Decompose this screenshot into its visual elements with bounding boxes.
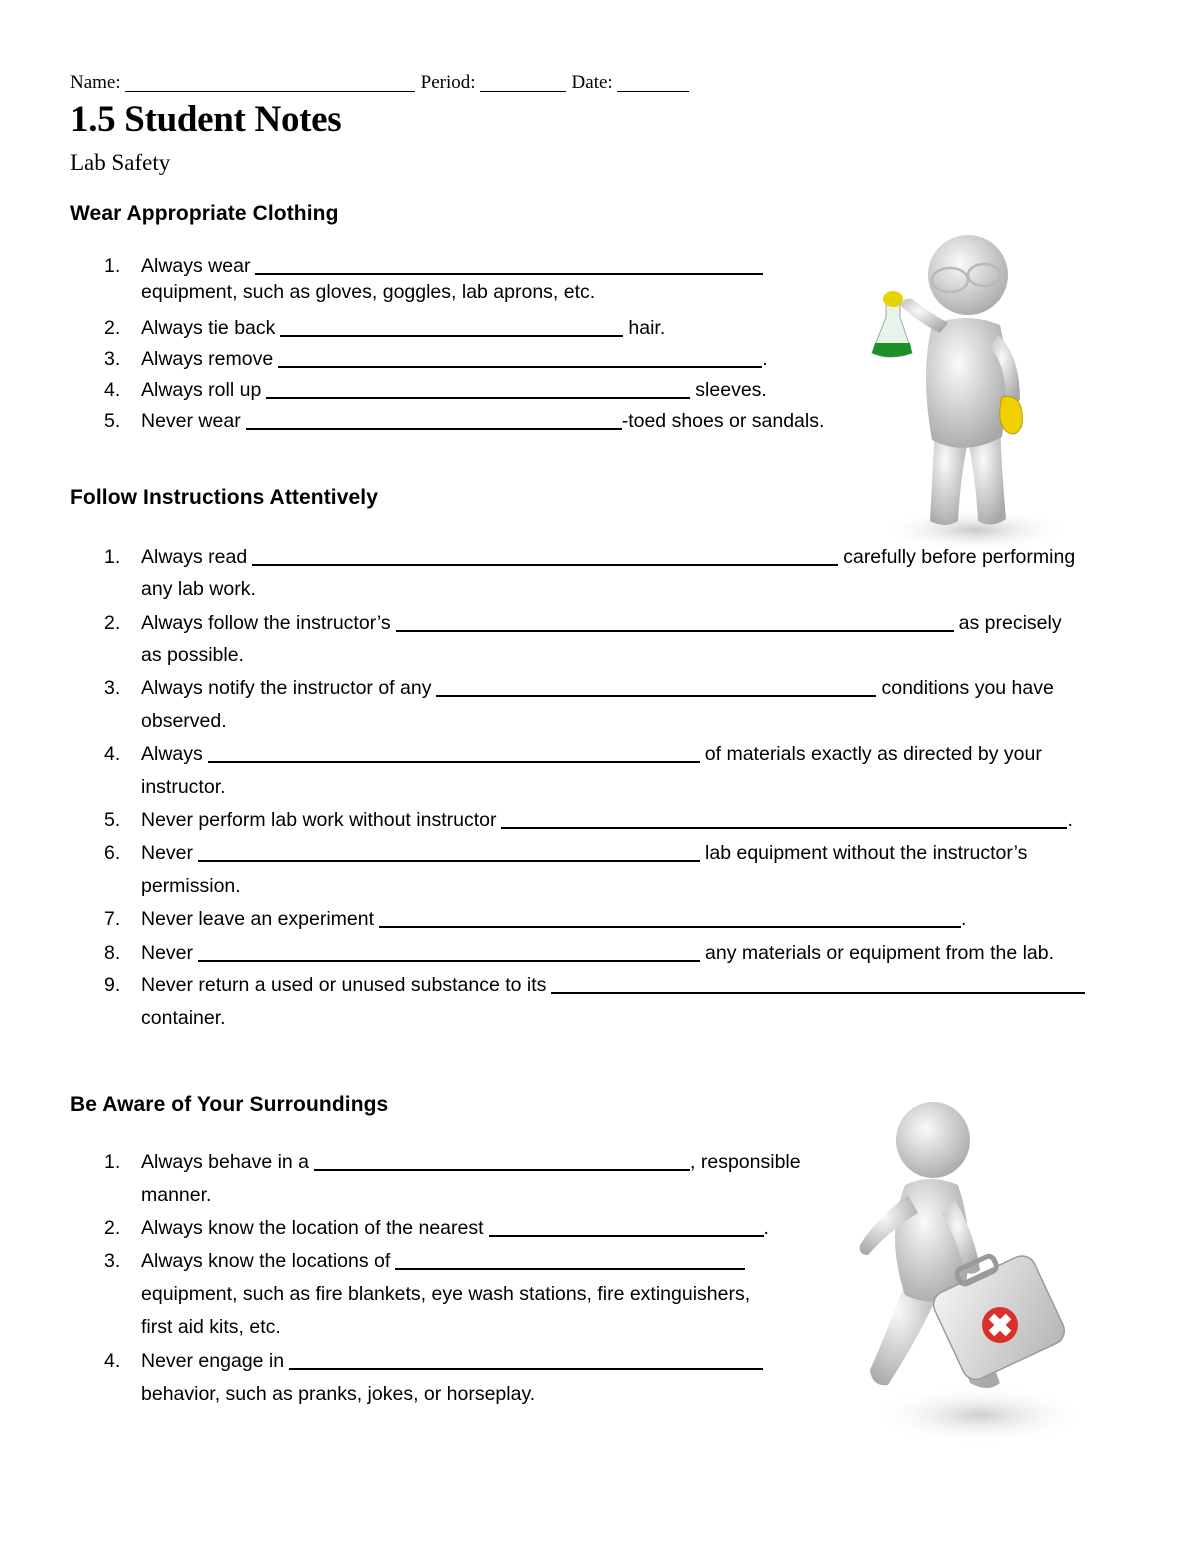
fill-in-blank[interactable]: [379, 906, 961, 928]
item-text-after: conditions you have: [881, 676, 1054, 699]
item-number: 6.: [104, 841, 121, 864]
section-heading-clothing: Wear Appropriate Clothing: [70, 202, 339, 225]
header-fields: [70, 72, 695, 94]
item-number: 4.: [104, 1349, 121, 1372]
item-text: Always tie back: [141, 316, 276, 339]
list-item: [104, 543, 1075, 601]
scientist-figure-illustration: [860, 225, 1070, 555]
list-item: [104, 345, 768, 371]
item-number: 2.: [104, 611, 121, 634]
item-number: 1.: [104, 545, 121, 568]
item-number: 5.: [104, 409, 121, 432]
section-heading-instructions: Follow Instructions Attentively: [70, 486, 379, 509]
fill-in-blank[interactable]: [198, 940, 700, 962]
list-item: [104, 252, 768, 304]
period-label: Period:: [420, 72, 476, 93]
item-continuation: container.: [141, 1006, 226, 1029]
list-item: [104, 905, 966, 931]
list-item: [104, 971, 1090, 1030]
page-title: 1.5 Student Notes: [70, 99, 342, 140]
item-continuation: observed.: [141, 709, 227, 732]
item-number: 1.: [104, 254, 121, 277]
item-text-after: any materials or equipment from the lab.: [705, 941, 1055, 964]
first-aid-figure-illustration: [830, 1095, 1090, 1455]
fill-in-blank[interactable]: [278, 346, 762, 368]
item-continuation: any lab work.: [141, 577, 256, 600]
item-number: 4.: [104, 378, 121, 401]
date-blank[interactable]: [617, 73, 689, 92]
list-item: [104, 806, 1073, 832]
name-label: Name:: [70, 72, 121, 93]
item-text-after: , responsible: [690, 1150, 801, 1173]
item-text: Never leave an experiment: [141, 907, 375, 930]
item-continuation: behavior, such as pranks, jokes, or horseplay.: [141, 1382, 536, 1405]
item-text-after: sleeves.: [695, 378, 767, 401]
item-text: Always know the locations of: [141, 1249, 391, 1272]
item-text: Never wear: [141, 409, 241, 432]
item-number: 2.: [104, 316, 121, 339]
item-text: Always read: [141, 545, 248, 568]
item-text-after: .: [1067, 808, 1073, 831]
fill-in-blank[interactable]: [396, 610, 954, 632]
item-number: 4.: [104, 742, 121, 765]
fill-in-blank[interactable]: [208, 741, 700, 763]
period-blank[interactable]: [480, 73, 566, 92]
item-text: Never: [141, 841, 194, 864]
fill-in-blank[interactable]: [252, 544, 838, 566]
item-number: 7.: [104, 907, 121, 930]
item-text-after: .: [961, 907, 967, 930]
fill-in-blank[interactable]: [501, 807, 1067, 829]
fill-in-blank[interactable]: [255, 253, 763, 275]
item-text-after: .: [763, 1216, 769, 1239]
item-text-after: as precisely: [958, 611, 1062, 634]
fill-in-blank[interactable]: [246, 408, 622, 430]
list-item: [104, 609, 1062, 667]
list-item: [104, 1214, 769, 1240]
item-text-after: -toed shoes or sandals.: [621, 409, 825, 432]
fill-in-blank[interactable]: [551, 972, 1085, 994]
item-text: Always know the location of the nearest: [141, 1216, 484, 1239]
date-label: Date:: [571, 72, 613, 93]
item-text-after: .: [762, 347, 768, 370]
item-text-after: hair.: [628, 316, 666, 339]
fill-in-blank[interactable]: [395, 1248, 745, 1270]
list-item: [104, 674, 1054, 733]
item-number: 9.: [104, 973, 121, 996]
item-continuation: first aid kits, etc.: [141, 1315, 281, 1338]
fill-in-blank[interactable]: [489, 1215, 764, 1237]
item-text: Never: [141, 941, 194, 964]
item-number: 8.: [104, 941, 121, 964]
item-continuation: permission.: [141, 874, 241, 897]
item-text: Always notify the instructor of any: [141, 676, 432, 699]
fill-in-blank[interactable]: [314, 1149, 690, 1171]
item-text: Always: [141, 742, 203, 765]
fill-in-blank[interactable]: [266, 377, 690, 399]
item-text: Always behave in a: [141, 1150, 310, 1173]
item-text: Always wear: [141, 254, 251, 277]
item-text: Always roll up: [141, 378, 262, 401]
item-text: Always follow the instructor’s: [141, 611, 391, 634]
page-subtitle: Lab Safety: [70, 150, 171, 175]
name-blank[interactable]: [125, 73, 415, 92]
list-item: [104, 1247, 750, 1339]
list-item: [104, 376, 767, 402]
item-continuation: equipment, such as fire blankets, eye wash stations, fire extinguishers,: [141, 1282, 751, 1305]
item-text: Never engage in: [141, 1349, 285, 1372]
fill-in-blank[interactable]: [289, 1348, 763, 1370]
item-continuation: as possible.: [141, 643, 244, 666]
item-number: 1.: [104, 1150, 121, 1173]
list-item: [104, 1347, 768, 1406]
fill-in-blank[interactable]: [436, 675, 876, 697]
item-continuation: manner.: [141, 1183, 212, 1206]
fill-in-blank[interactable]: [280, 315, 623, 337]
item-text: Never perform lab work without instructor: [141, 808, 497, 831]
item-text-after: lab equipment without the instructor’s: [705, 841, 1028, 864]
item-number: 3.: [104, 1249, 121, 1272]
item-number: 5.: [104, 808, 121, 831]
list-item: [104, 740, 1042, 799]
item-number: 2.: [104, 1216, 121, 1239]
list-item: [104, 839, 1027, 898]
list-item: [104, 1148, 801, 1207]
item-text-after: of materials exactly as directed by your: [704, 742, 1042, 765]
item-text-after: carefully before performing: [843, 545, 1076, 568]
list-item: [104, 314, 665, 340]
item-text: Never return a used or unused substance to its: [141, 973, 547, 996]
list-item: [104, 939, 1054, 965]
item-continuation: instructor.: [141, 775, 226, 798]
section-heading-surroundings: Be Aware of Your Surroundings: [70, 1093, 389, 1116]
fill-in-blank[interactable]: [198, 840, 700, 862]
item-continuation: equipment, such as gloves, goggles, lab aprons, etc.: [141, 280, 596, 303]
item-number: 3.: [104, 676, 121, 699]
item-number: 3.: [104, 347, 121, 370]
item-text: Always remove: [141, 347, 274, 370]
list-item: [104, 407, 824, 433]
